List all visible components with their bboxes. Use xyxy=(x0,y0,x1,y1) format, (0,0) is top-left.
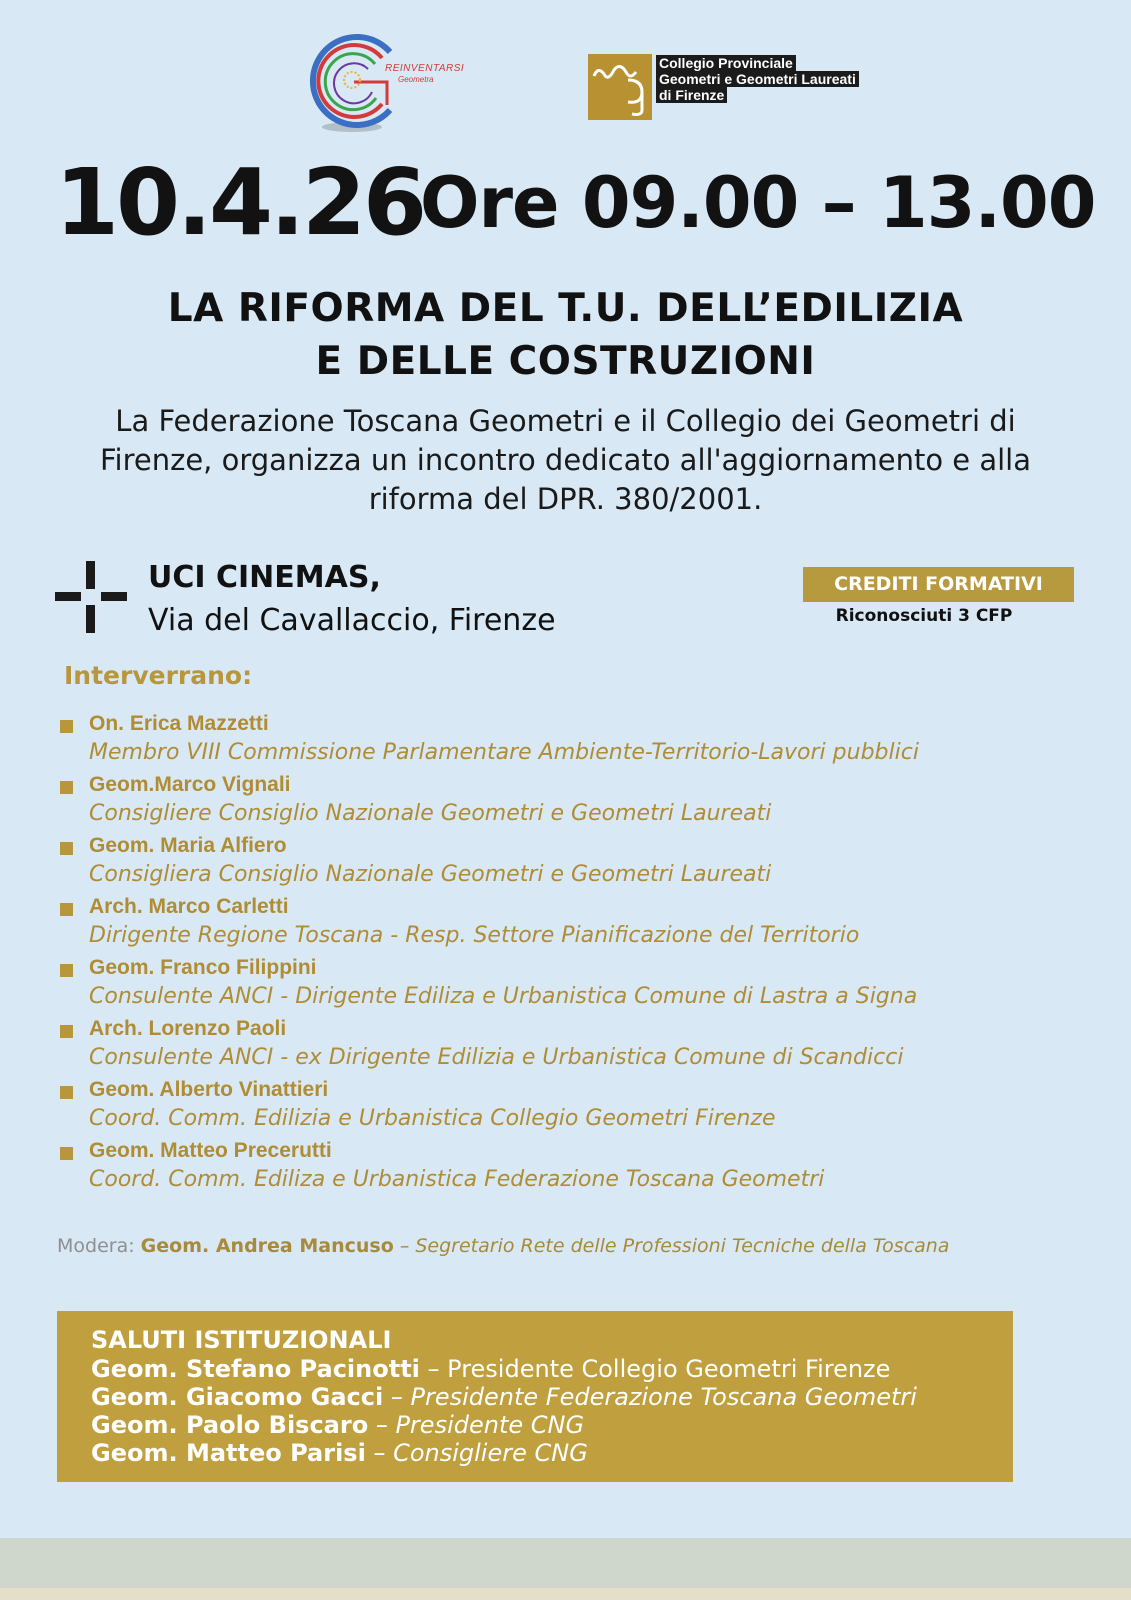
bullet-icon xyxy=(60,720,73,733)
speaker-item xyxy=(57,1137,1117,1198)
event-title-line2: E DELLE COSTRUZIONI xyxy=(315,339,816,384)
speaker-item xyxy=(57,710,1117,771)
event-description: La Federazione Toscana Geometri e il Collegio dei Geometri di Firenze, organizza un incontro dedicato all'aggiornamento e alla riforma del DPR. 380/2001. xyxy=(99,404,1032,516)
greeting-role: – Presidente Collegio Geometri Firenze xyxy=(419,1355,891,1383)
venue-name: UCI CINEMAS, xyxy=(148,560,381,595)
speaker-item xyxy=(57,1015,1117,1076)
credits-badge: CREDITI FORMATIVI xyxy=(803,567,1074,602)
bullet-icon xyxy=(60,1086,73,1099)
geometra-logo-text: Geometra xyxy=(398,75,434,84)
greeting-role: – Presidente Federazione Toscana Geometri xyxy=(383,1383,917,1411)
collegio-cng-logo xyxy=(588,54,652,120)
greeting-name: Geom. Paolo Biscaro xyxy=(91,1411,369,1439)
bullet-icon xyxy=(60,842,73,855)
reinventarsi-logo-text: REINVENTARSI xyxy=(385,63,465,74)
event-title-line1: LA RIFORMA DEL T.U. DELL’EDILIZIA xyxy=(167,286,964,331)
speaker-name: On. Erica Mazzetti xyxy=(89,712,269,735)
greeting-name: Geom. Giacomo Gacci xyxy=(91,1383,384,1411)
moderator-line xyxy=(57,1235,949,1257)
bullet-icon xyxy=(60,1147,73,1160)
greeting-row xyxy=(91,1383,917,1411)
bullet-icon xyxy=(60,903,73,916)
greeting-row xyxy=(91,1439,588,1467)
greeting-name: Geom. Matteo Parisi xyxy=(91,1439,366,1467)
speaker-item xyxy=(57,832,1117,893)
collegio-line: Collegio Provinciale xyxy=(656,55,796,71)
speaker-name: Arch. Lorenzo Paoli xyxy=(89,1017,287,1040)
speaker-name: Geom.Marco Vignali xyxy=(89,773,291,796)
speaker-role: Coord. Comm. Edilizia e Urbanistica Collegio Geometri Firenze xyxy=(89,1106,776,1131)
greeting-role: – Consigliere CNG xyxy=(365,1439,588,1467)
speaker-item xyxy=(57,1076,1117,1137)
bullet-icon xyxy=(60,1025,73,1038)
speaker-name: Geom. Franco Filippini xyxy=(89,956,317,979)
speaker-role: Dirigente Regione Toscana - Resp. Settore Pianificazione del Territorio xyxy=(89,923,860,948)
footer-strip xyxy=(0,1588,1131,1600)
speaker-role: Consigliera Consiglio Nazionale Geometri e Geometri Laureati xyxy=(89,862,772,887)
speakers-list xyxy=(57,710,1117,1198)
speaker-role: Coord. Comm. Ediliza e Urbanistica Federazione Toscana Geometri xyxy=(89,1167,825,1192)
collegio-line: di Firenze xyxy=(656,87,727,103)
bullet-icon xyxy=(60,781,73,794)
speakers-heading: Interverrano: xyxy=(64,661,253,690)
speaker-name: Geom. Maria Alfiero xyxy=(89,834,287,857)
event-hours: Ore 09.00 – 13.00 xyxy=(420,162,1096,244)
greeting-row xyxy=(91,1355,890,1383)
moderator-label: Modera: xyxy=(57,1235,135,1257)
reinventarsi-geometra-logo xyxy=(302,30,482,135)
speaker-role: Consulente ANCI - ex Dirigente Edilizia e Urbanistica Comune di Scandicci xyxy=(89,1045,904,1070)
greeting-row xyxy=(91,1411,584,1439)
credits-subtitle: Riconosciuti 3 CFP xyxy=(835,606,1013,626)
greeting-role: – Presidente CNG xyxy=(368,1411,585,1439)
moderator-name: Geom. Andrea Mancuso xyxy=(140,1235,394,1257)
speaker-item xyxy=(57,893,1117,954)
collegio-name xyxy=(656,55,859,103)
institutional-greetings-box xyxy=(57,1311,1013,1482)
bullet-icon xyxy=(60,964,73,977)
speaker-name: Geom. Alberto Vinattieri xyxy=(89,1078,329,1101)
greeting-name: Geom. Stefano Pacinotti xyxy=(91,1355,420,1383)
speaker-role: Membro VIII Commissione Parlamentare Ambiente-Territorio-Lavori pubblici xyxy=(89,740,919,765)
venue-address: Via del Cavallaccio, Firenze xyxy=(148,603,556,638)
speaker-item xyxy=(57,954,1117,1015)
speaker-name: Arch. Marco Carletti xyxy=(89,895,289,918)
moderator-role: – Segretario Rete delle Professioni Tecniche della Toscana xyxy=(399,1235,950,1257)
speaker-item xyxy=(57,771,1117,832)
collegio-line: Geometri e Geometri Laureati xyxy=(656,71,859,87)
speaker-role: Consulente ANCI - Dirigente Ediliza e Urbanistica Comune di Lastra a Signa xyxy=(89,984,918,1009)
speaker-role: Consigliere Consiglio Nazionale Geometri e Geometri Laureati xyxy=(89,801,772,826)
event-date: 10.4.26 xyxy=(55,149,424,256)
greetings-heading: SALUTI ISTITUZIONALI xyxy=(91,1326,392,1354)
location-crosshair-icon xyxy=(55,561,127,633)
speaker-name: Geom. Matteo Precerutti xyxy=(89,1139,332,1162)
